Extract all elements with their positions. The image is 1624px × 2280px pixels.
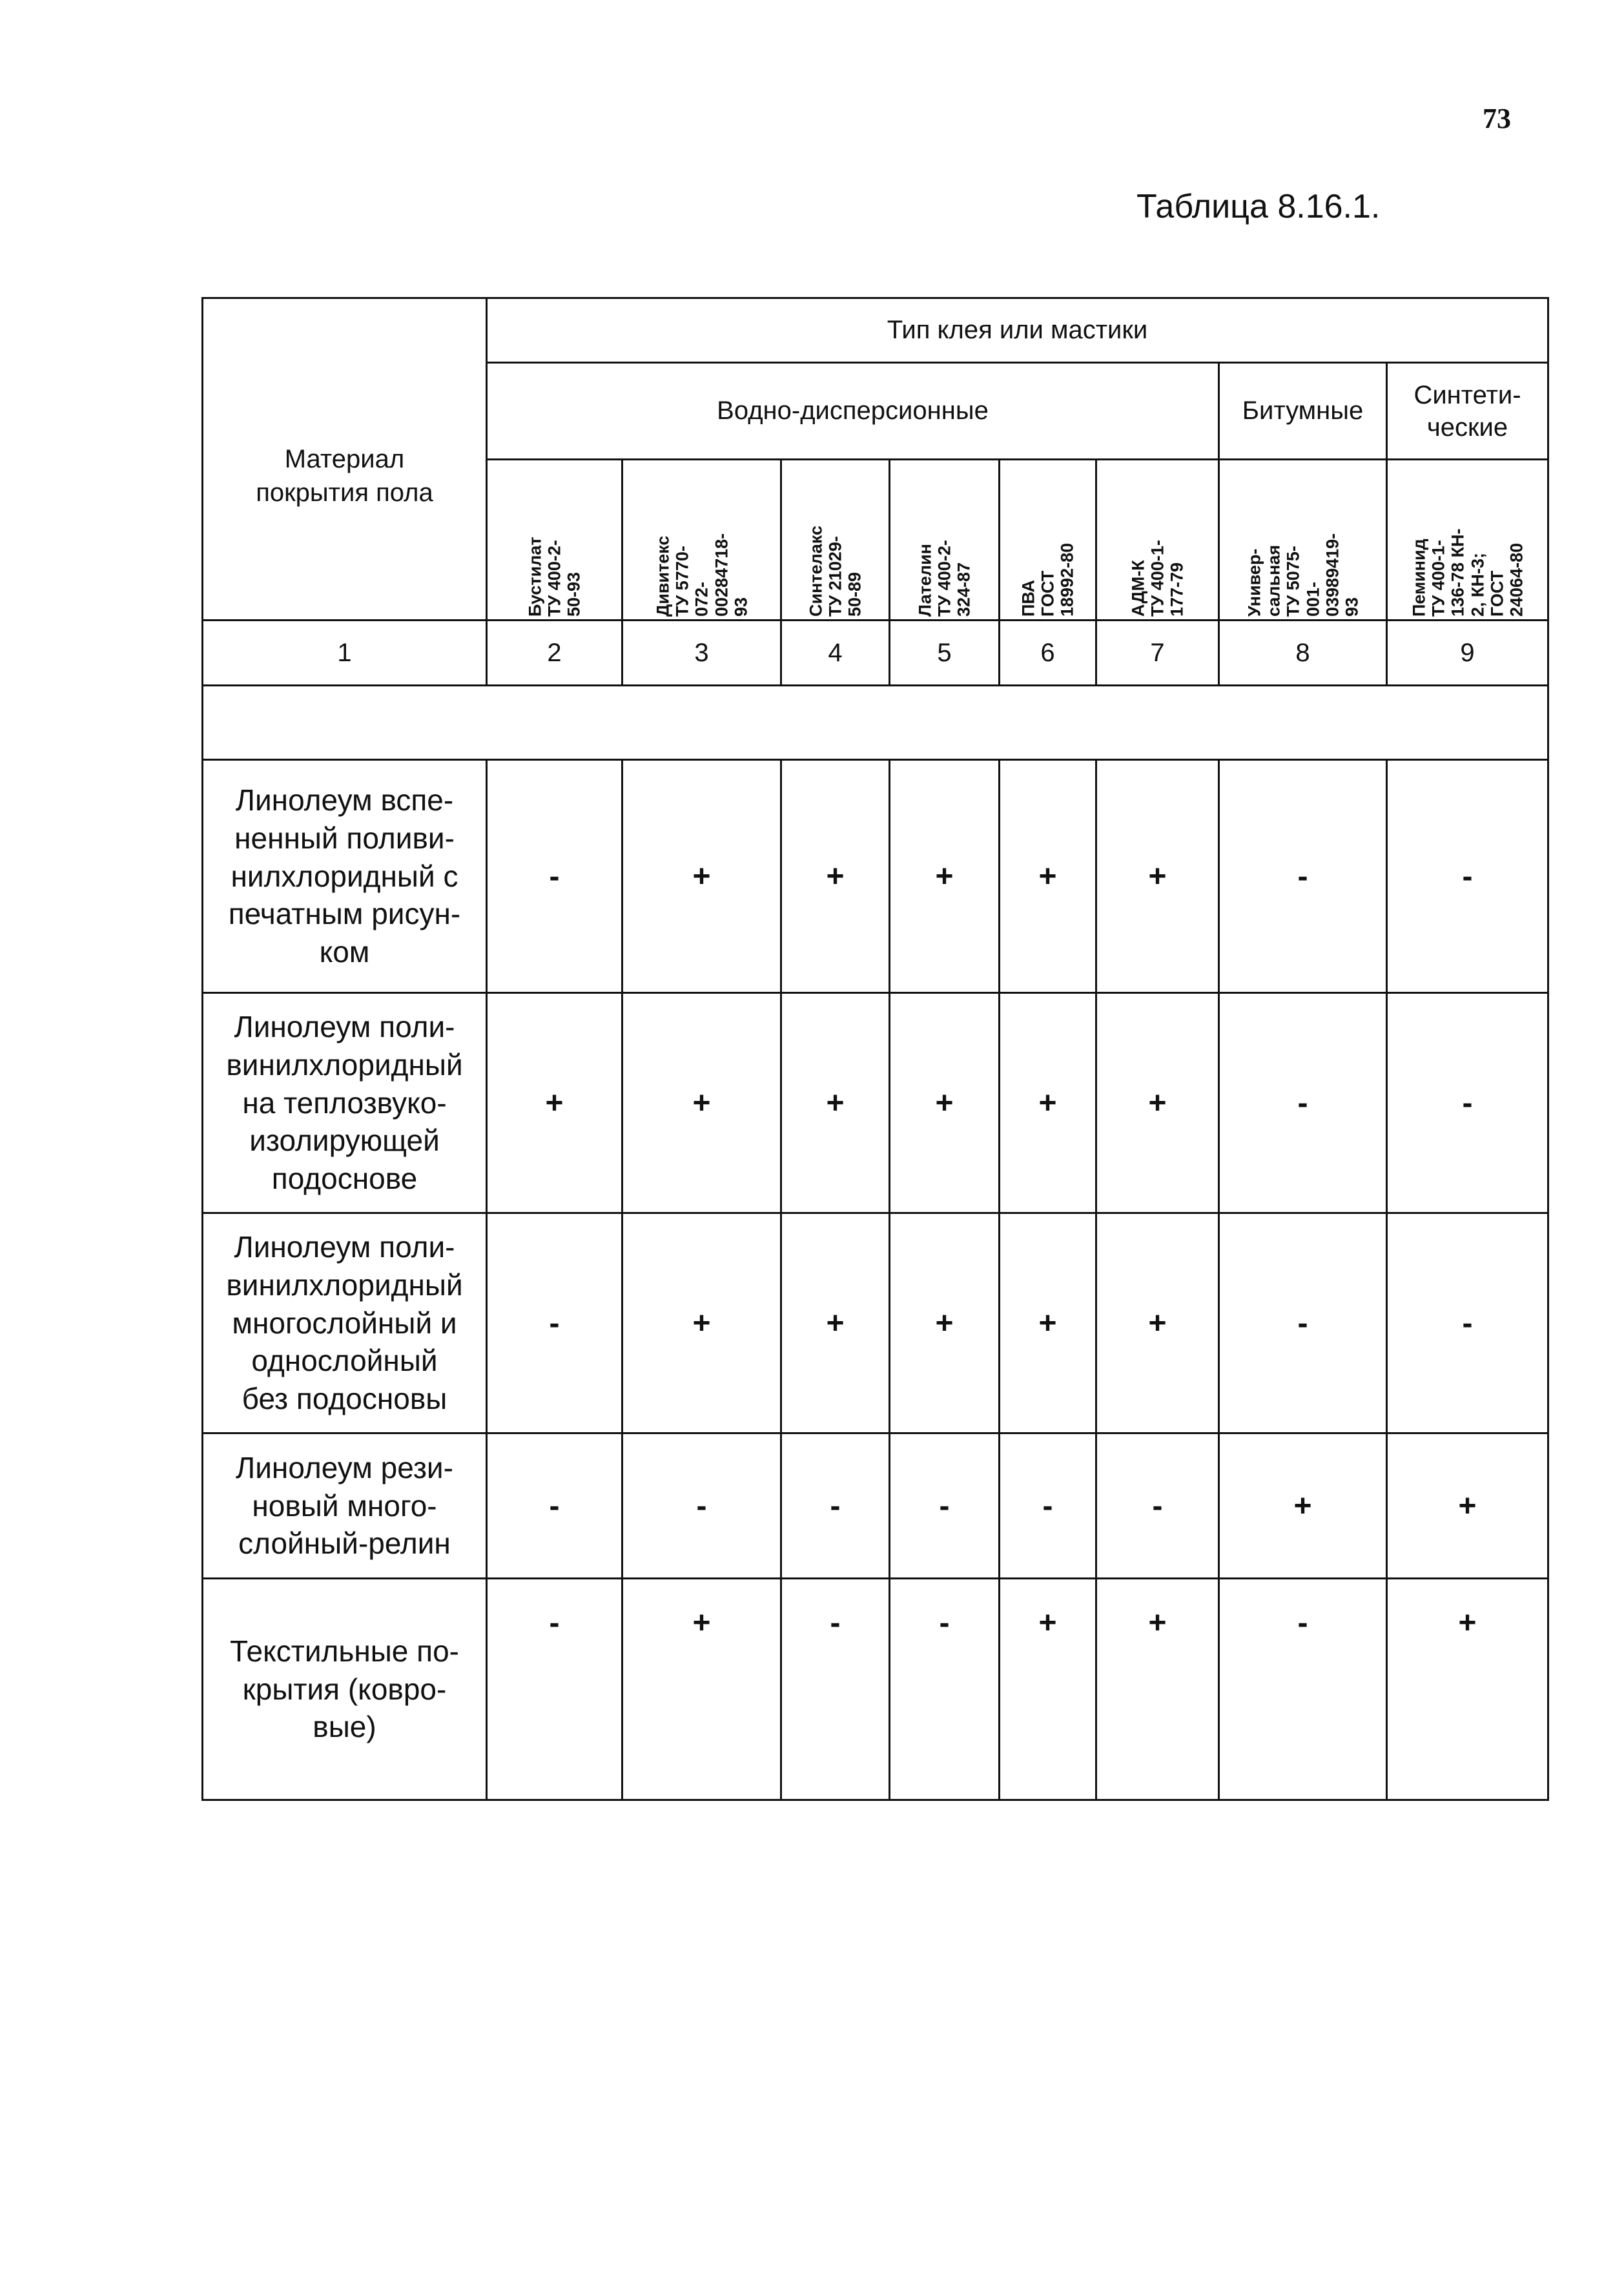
- table-row: [203, 1213, 1548, 1433]
- table-caption: Таблица 8.16.1.: [1136, 188, 1381, 225]
- material-name: Линолеум поли- винилхлоридный на теплозвуко- изолирующей подоснове: [203, 993, 487, 1213]
- column-number: 7: [1096, 621, 1219, 686]
- material-name: Линолеум поли- винилхлоридный многослойный и однослойный без подосновы: [203, 1213, 487, 1433]
- compat-mark: +: [622, 1579, 781, 1800]
- material-name: Линолеум рези- новый много- слойный-релин: [203, 1433, 487, 1579]
- compat-mark: -: [622, 1433, 781, 1579]
- product-latelin: Лателин ТУ 400-2- 324-87: [890, 460, 1000, 621]
- compat-mark: +: [781, 1213, 890, 1433]
- table-row: [203, 1433, 1548, 1579]
- glue-type-header: Тип клея или мастики: [487, 298, 1548, 363]
- empty-section-cell: [203, 686, 1548, 760]
- compat-mark: +: [1000, 1213, 1096, 1433]
- column-number: 5: [890, 621, 1000, 686]
- compat-mark: +: [622, 760, 781, 993]
- compat-mark: +: [1387, 1433, 1548, 1579]
- glue-compatibility-table: [201, 297, 1549, 1801]
- compat-mark: -: [1387, 1213, 1548, 1433]
- table-row: [203, 760, 1548, 993]
- product-sintelaks: Синтелакс ТУ 21029- 50-89: [781, 460, 890, 621]
- column-number: 4: [781, 621, 890, 686]
- compat-mark: +: [1000, 993, 1096, 1213]
- compat-mark: -: [1219, 1213, 1387, 1433]
- column-number: 1: [203, 621, 487, 686]
- compat-mark: -: [487, 760, 622, 993]
- compat-mark: -: [487, 1433, 622, 1579]
- group-water-dispersion: Водно-дисперсионные: [487, 363, 1219, 460]
- compat-mark: -: [1219, 1579, 1387, 1800]
- compat-mark: +: [487, 993, 622, 1213]
- product-bustilat: Бустилат ТУ 400-2- 50-93: [487, 460, 622, 621]
- compat-mark: +: [1387, 1579, 1548, 1800]
- material-name: Текстильные по- крытия (ковро- вые): [203, 1579, 487, 1800]
- material-name: Линолеум вспе- ненный поливи- нилхлоридный с печатным рисун- ком: [203, 760, 487, 993]
- page-number: 73: [1483, 103, 1511, 134]
- compat-mark: +: [1096, 1579, 1219, 1800]
- compat-mark: -: [1096, 1433, 1219, 1579]
- compat-mark: -: [781, 1433, 890, 1579]
- compat-mark: -: [1219, 760, 1387, 993]
- compat-mark: +: [890, 993, 1000, 1213]
- column-number: 3: [622, 621, 781, 686]
- compat-mark: +: [1096, 1213, 1219, 1433]
- compat-mark: +: [1000, 760, 1096, 993]
- compat-mark: +: [1096, 760, 1219, 993]
- product-peminid: Пеминид ТУ 400-1- 136-78 КН- 2, КН-3; ГОСТ 24064-80: [1387, 460, 1548, 621]
- group-bitumen: Битумные: [1219, 363, 1387, 460]
- compat-mark: +: [1000, 1579, 1096, 1800]
- compat-mark: -: [890, 1579, 1000, 1800]
- compat-mark: +: [1096, 993, 1219, 1213]
- column-number: 9: [1387, 621, 1548, 686]
- compat-mark: -: [487, 1579, 622, 1800]
- material-header: Материал покрытия пола: [203, 298, 487, 621]
- compat-mark: +: [1219, 1433, 1387, 1579]
- compat-mark: +: [781, 993, 890, 1213]
- compat-mark: +: [622, 1213, 781, 1433]
- product-pva: ПВА ГОСТ 18992-80: [1000, 460, 1096, 621]
- empty-section-row: [203, 686, 1548, 760]
- column-number: 8: [1219, 621, 1387, 686]
- compat-mark: +: [890, 760, 1000, 993]
- column-number-row: [203, 621, 1548, 686]
- compat-mark: -: [781, 1579, 890, 1800]
- compat-mark: -: [890, 1433, 1000, 1579]
- compat-mark: +: [781, 760, 890, 993]
- column-number: 2: [487, 621, 622, 686]
- product-divitex: Дивитекс ТУ 5770- 072- 00284718- 93: [622, 460, 781, 621]
- compat-mark: -: [1000, 1433, 1096, 1579]
- table-row: [203, 1579, 1548, 1800]
- table-row: [203, 993, 1548, 1213]
- product-adm-k: АДМ-К ТУ 400-1- 177-79: [1096, 460, 1219, 621]
- compat-mark: +: [622, 993, 781, 1213]
- group-synthetic: Синтети- ческие: [1387, 363, 1548, 460]
- header-row-type: [203, 298, 1548, 363]
- product-universal: Универ- сальная ТУ 5075- 001- 03989419- 93: [1219, 460, 1387, 621]
- column-number: 6: [1000, 621, 1096, 686]
- compat-mark: -: [1219, 993, 1387, 1213]
- compat-mark: -: [1387, 993, 1548, 1213]
- compat-mark: +: [890, 1213, 1000, 1433]
- compat-mark: -: [1387, 760, 1548, 993]
- compat-mark: -: [487, 1213, 622, 1433]
